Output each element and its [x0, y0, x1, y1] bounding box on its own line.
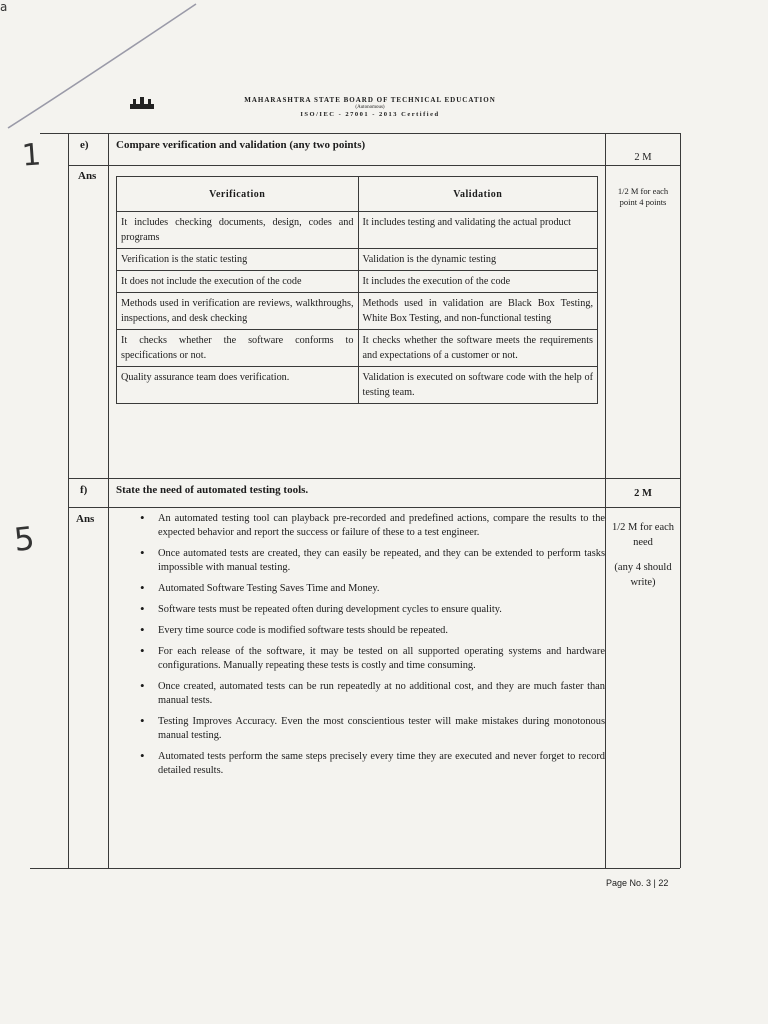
- document-header: [170, 96, 570, 118]
- grid-line: [68, 133, 69, 868]
- margin-mark-question-1: 1: [20, 137, 43, 174]
- table-row: [117, 249, 598, 271]
- table-cell: It includes the execution of the code: [358, 271, 598, 293]
- page-number: Page No. 3 | 22: [606, 878, 669, 888]
- table-cell: It checks whether the software meets the requirements and expectations of a customer or not.: [358, 330, 598, 367]
- board-status: (Autonomous): [355, 105, 385, 110]
- grid-line: [40, 133, 680, 134]
- table-cell: Quality assurance team does verification.: [117, 367, 359, 404]
- grid-line: [68, 165, 680, 166]
- table-cell: Validation is the dynamic testing: [358, 249, 598, 271]
- question-label-e: e): [80, 139, 89, 151]
- question-label-f: f): [80, 484, 88, 496]
- list-item: • Software tests must be repeated often during development cycles to ensure quality.: [140, 603, 605, 617]
- list-item: • Testing Improves Accuracy. Even the most conscientious tester will make mistakes during monotonous manual testing.: [140, 715, 605, 743]
- table-cell: Verification is the static testing: [117, 249, 359, 271]
- grid-line: [30, 868, 680, 869]
- question-f-marks: 2 M: [634, 488, 652, 499]
- question-f-marks-note: 1/2 M for each need: [611, 522, 675, 548]
- list-item: • For each release of the software, it may be tested on all supported operating systems and hardware configurations. Manually repeating these tests is costly and time consuming.: [140, 645, 605, 673]
- list-item: • An automated testing tool can playback pre-recorded and predefined actions, compare the results to the expected behavior and report the success or failure of these to a test engineer.: [140, 512, 605, 540]
- table-row: [117, 330, 598, 367]
- comparison-table: [116, 176, 598, 404]
- grid-line: [108, 133, 109, 868]
- table-row: [117, 212, 598, 249]
- table-cell: It includes testing and validating the actual product: [358, 212, 598, 249]
- grid-line: [68, 478, 680, 479]
- grid-line: [68, 507, 680, 508]
- board-logo-icon: [128, 96, 156, 110]
- table-row: [117, 367, 598, 404]
- list-item: • Automated Software Testing Saves Time and Money.: [140, 582, 605, 596]
- question-e-marks-note: 1/2 M for each point 4 points: [617, 186, 669, 207]
- margin-mark-question-5: 5: [12, 519, 37, 559]
- question-f-text: State the need of automated testing tools.: [116, 484, 309, 496]
- list-item: • Automated tests perform the same steps precisely every time they are executed and never forget to record detailed results.: [140, 750, 605, 778]
- table-cell: Methods used in validation are Black Box Testing, White Box Testing, and non-functional testing: [358, 293, 598, 330]
- question-e-marks: 2 M: [634, 152, 652, 163]
- margin-mark-top: a: [0, 0, 8, 14]
- list-item: • Once created, automated tests can be run repeatedly at no additional cost, and they are much faster than manual tests.: [140, 680, 605, 708]
- column-header-verification: Verification: [117, 177, 359, 212]
- table-cell: It includes checking documents, design, codes and programs: [117, 212, 359, 249]
- certification: ISO/IEC - 27001 - 2013 Certified: [300, 111, 440, 118]
- answer-label-f: Ans: [76, 513, 95, 525]
- table-row: [117, 293, 598, 330]
- table-cell: It checks whether the software conforms to specifications or not.: [117, 330, 359, 367]
- table-row: [117, 271, 598, 293]
- table-cell: Validation is executed on software code with the help of testing team.: [358, 367, 598, 404]
- column-header-validation: Validation: [358, 177, 598, 212]
- board-name: MAHARASHTRA STATE BOARD OF TECHNICAL EDUCATION: [244, 96, 496, 104]
- answer-label-e: Ans: [78, 170, 97, 182]
- grid-line: [605, 133, 606, 868]
- needs-list: [140, 512, 605, 785]
- list-item: • Every time source code is modified software tests should be repeated.: [140, 624, 605, 638]
- table-cell: It does not include the execution of the code: [117, 271, 359, 293]
- list-item: • Once automated tests are created, they can easily be repeated, and they can be extended to perform tasks impossible with manual testing.: [140, 547, 605, 575]
- question-f-marks-note-any: (any 4 should write): [614, 562, 672, 588]
- table-cell: Methods used in verification are reviews, walkthroughs, inspections, and desk checking: [117, 293, 359, 330]
- grid-line: [680, 133, 681, 868]
- question-e-text: Compare verification and validation (any two points): [116, 139, 366, 151]
- pen-stroke: [0, 0, 768, 140]
